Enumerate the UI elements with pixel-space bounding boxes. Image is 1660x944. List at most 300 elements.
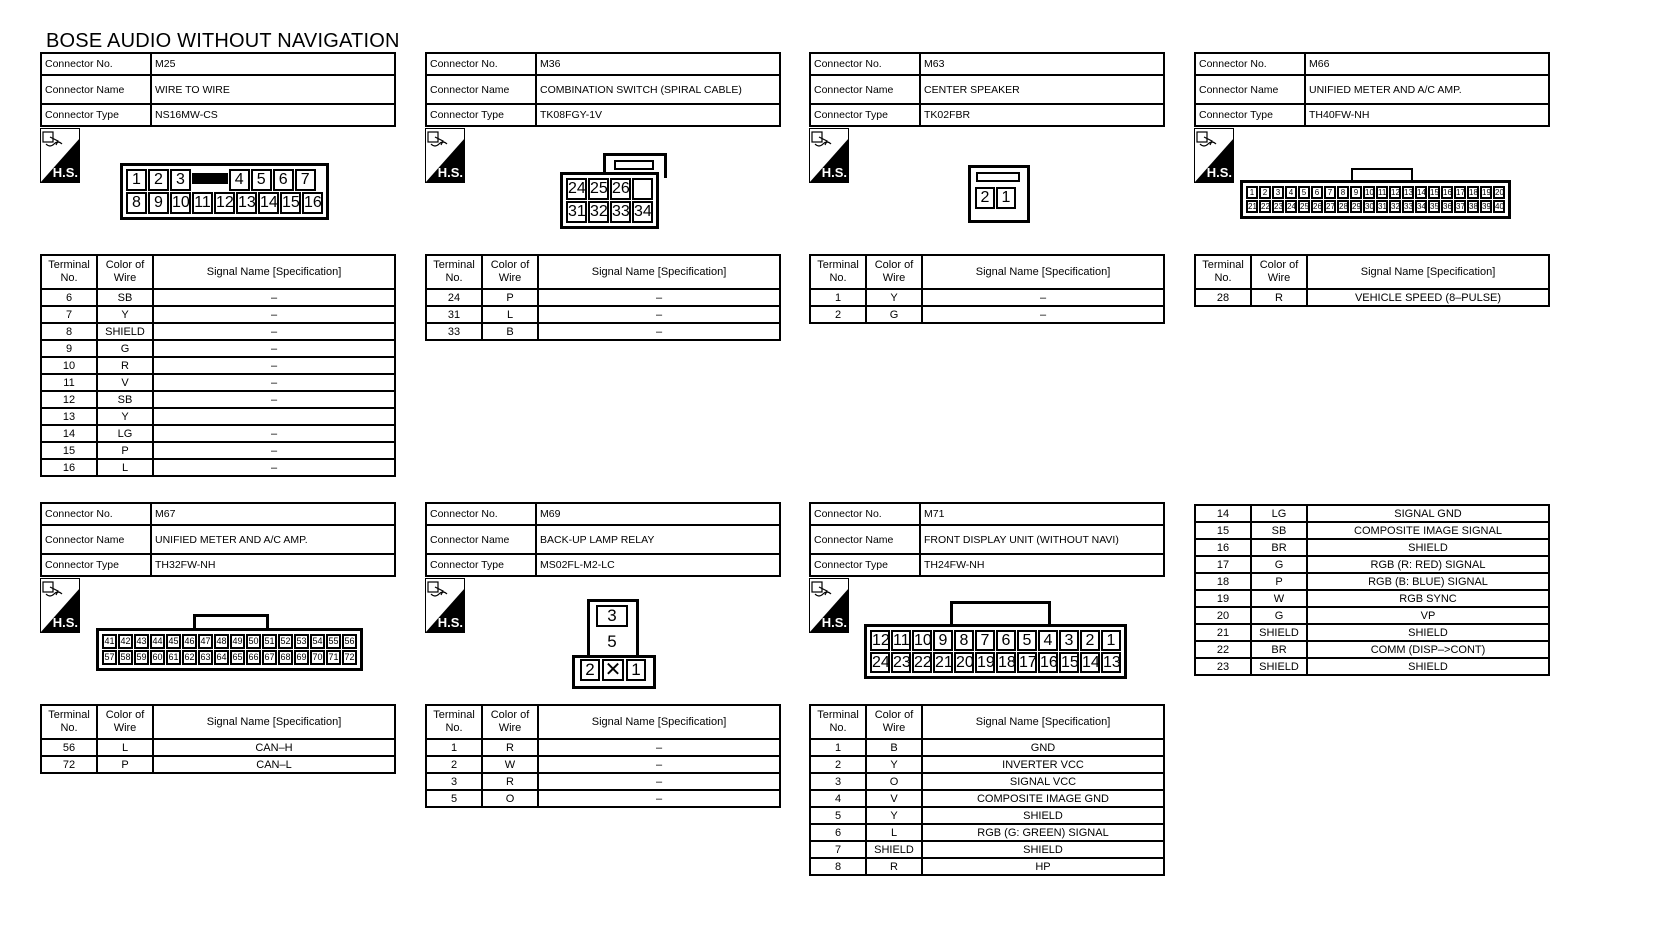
connector-type-label: Connector Type bbox=[1195, 104, 1305, 126]
terminal-no: 4 bbox=[810, 790, 866, 807]
signal-name: – bbox=[153, 357, 395, 374]
connector-type-value: TH32FW-NH bbox=[151, 554, 395, 576]
connector-pin: 57 bbox=[102, 650, 117, 665]
connector-pin: 1 bbox=[626, 659, 646, 681]
wire-color: P bbox=[482, 289, 538, 306]
table-row bbox=[810, 756, 1164, 773]
signal-name: COMPOSITE IMAGE SIGNAL bbox=[1307, 522, 1549, 539]
connector-no-value: M69 bbox=[536, 503, 780, 525]
wire-color: SHIELD bbox=[1251, 658, 1307, 675]
connector-pin: 9 bbox=[1350, 186, 1362, 199]
connector-header-table bbox=[1194, 52, 1550, 127]
terminal-no: 22 bbox=[1195, 641, 1251, 658]
connector-pin: 1 bbox=[1101, 630, 1121, 651]
connector-pin: 47 bbox=[198, 634, 213, 649]
connector-pin: 31 bbox=[566, 201, 587, 223]
connector-pin: 5 bbox=[1017, 630, 1037, 651]
table-row bbox=[810, 841, 1164, 858]
terminal-no: 56 bbox=[41, 739, 97, 756]
connector-pin: 8 bbox=[954, 630, 974, 651]
connector-no-value: M25 bbox=[151, 53, 395, 75]
connector-pin: 21 bbox=[935, 654, 953, 671]
connector-pin: 2 bbox=[1259, 186, 1271, 199]
connector-pin: 12 bbox=[214, 192, 235, 214]
terminal-no: 15 bbox=[1195, 522, 1251, 539]
connector-name-value: COMBINATION SWITCH (SPIRAL CABLE) bbox=[536, 75, 780, 104]
connector-pin: 2 bbox=[1080, 630, 1100, 651]
connector-type-label: Connector Type bbox=[41, 104, 151, 126]
table-row bbox=[1195, 607, 1549, 624]
terminal-no: 18 bbox=[1195, 573, 1251, 590]
wire-color: B bbox=[482, 323, 538, 340]
connector-face bbox=[120, 163, 329, 220]
signal-name: RGB (R: RED) SIGNAL bbox=[1307, 556, 1549, 573]
connector-pin: 10 bbox=[914, 632, 932, 649]
terminal-no: 1 bbox=[810, 739, 866, 756]
signal-name: – bbox=[153, 323, 395, 340]
signal-name: VP bbox=[1307, 607, 1549, 624]
table-row bbox=[41, 408, 395, 425]
terminal-no: 17 bbox=[1195, 556, 1251, 573]
signal-name-header: Signal Name [Specification] bbox=[538, 255, 780, 289]
harness-side-icon bbox=[809, 128, 849, 183]
connector-pin: 28 bbox=[1339, 202, 1348, 211]
connector-type-label: Connector Type bbox=[426, 104, 536, 126]
connector-pin: 53 bbox=[294, 634, 309, 649]
connector-face bbox=[864, 624, 1127, 679]
connector-pin: 4 bbox=[229, 169, 250, 191]
connector-pin: 34 bbox=[1417, 202, 1426, 211]
connector-pin bbox=[632, 178, 653, 200]
signal-name-header: Signal Name [Specification] bbox=[1307, 255, 1549, 289]
wire-color: R bbox=[482, 739, 538, 756]
blocked-pin-icon: ✕ bbox=[602, 659, 624, 681]
terminal-no: 6 bbox=[41, 289, 97, 306]
connector-pin: 19 bbox=[1482, 188, 1491, 197]
latch-slot bbox=[614, 160, 654, 170]
table-row bbox=[1195, 658, 1549, 675]
connector-type-value: TK08FGY-1V bbox=[536, 104, 780, 126]
connector-pin: 64 bbox=[214, 650, 229, 665]
table-row bbox=[41, 374, 395, 391]
terminal-no: 2 bbox=[426, 756, 482, 773]
terminal-no: 1 bbox=[810, 289, 866, 306]
terminal-no: 2 bbox=[810, 306, 866, 323]
wire-color-header: Color of Wire bbox=[1251, 255, 1307, 289]
connector-pin: 5 bbox=[1298, 186, 1310, 199]
page-title: BOSE AUDIO WITHOUT NAVIGATION bbox=[46, 30, 400, 52]
connector-face bbox=[975, 187, 1016, 209]
terminal-table bbox=[40, 254, 396, 477]
wire-color: L bbox=[482, 306, 538, 323]
terminal-no: 8 bbox=[810, 858, 866, 875]
connector-name-value: UNIFIED METER AND A/C AMP. bbox=[1305, 75, 1549, 104]
connector-pin: 49 bbox=[230, 634, 245, 649]
terminal-no: 7 bbox=[41, 306, 97, 323]
terminal-no-header: Terminal No. bbox=[810, 255, 866, 289]
connector-pin: 52 bbox=[278, 634, 293, 649]
connector-pin: 4 bbox=[1038, 630, 1058, 651]
table-row bbox=[810, 824, 1164, 841]
connector-no-label: Connector No. bbox=[41, 503, 151, 525]
signal-name: SHIELD bbox=[1307, 624, 1549, 641]
terminal-no: 5 bbox=[426, 790, 482, 807]
connector-name-label: Connector Name bbox=[426, 525, 536, 554]
signal-name-header: Signal Name [Specification] bbox=[153, 705, 395, 739]
terminal-table bbox=[1194, 254, 1550, 307]
wire-color: LG bbox=[97, 425, 153, 442]
signal-name: RGB (G: GREEN) SIGNAL bbox=[922, 824, 1164, 841]
connector-pin: 41 bbox=[102, 634, 117, 649]
wire-color: L bbox=[866, 824, 922, 841]
signal-name: CAN–L bbox=[153, 756, 395, 773]
harness-side-icon bbox=[425, 578, 465, 633]
terminal-table bbox=[809, 704, 1165, 876]
connector-name-label: Connector Name bbox=[810, 525, 920, 554]
wire-color: O bbox=[866, 773, 922, 790]
connector-face bbox=[560, 172, 659, 229]
connector-pin: 19 bbox=[977, 654, 995, 671]
connector-pin: 15 bbox=[280, 192, 301, 214]
connector-name-label: Connector Name bbox=[810, 75, 920, 104]
connector-pin: 9 bbox=[933, 630, 953, 651]
signal-name: – bbox=[153, 289, 395, 306]
harness-side-label: H.S. bbox=[821, 165, 847, 180]
connector-header-table bbox=[425, 502, 781, 577]
connector-pin: 16 bbox=[1040, 654, 1058, 671]
table-row bbox=[1195, 505, 1549, 522]
signal-name: SHIELD bbox=[1307, 658, 1549, 675]
terminal-no: 11 bbox=[41, 374, 97, 391]
table-row bbox=[41, 442, 395, 459]
connector-pin: 72 bbox=[342, 650, 357, 665]
connector-type-value: MS02FL-M2-LC bbox=[536, 554, 780, 576]
connector-name-value: UNIFIED METER AND A/C AMP. bbox=[151, 525, 395, 554]
wire-color: G bbox=[1251, 607, 1307, 624]
connector-pin: 3 bbox=[596, 605, 628, 627]
connector-pin: 18 bbox=[998, 654, 1016, 671]
connector-pin: 44 bbox=[150, 634, 165, 649]
signal-name: GND bbox=[922, 739, 1164, 756]
wire-color: BR bbox=[1251, 539, 1307, 556]
table-row bbox=[41, 323, 395, 340]
signal-name: CAN–H bbox=[153, 739, 395, 756]
connector-pin: 7 bbox=[1324, 186, 1336, 199]
connector-pin: 38 bbox=[1469, 202, 1478, 211]
connector-pin: 12 bbox=[1391, 188, 1400, 197]
wire-color-header: Color of Wire bbox=[866, 705, 922, 739]
wire-color: V bbox=[866, 790, 922, 807]
connector-pin: 55 bbox=[326, 634, 341, 649]
connector-name-value: WIRE TO WIRE bbox=[151, 75, 395, 104]
table-row bbox=[426, 323, 780, 340]
wire-color: R bbox=[1251, 289, 1307, 306]
wire-color: P bbox=[1251, 573, 1307, 590]
connector-pin: 8 bbox=[1337, 186, 1349, 199]
table-row bbox=[41, 357, 395, 374]
connector-type-label: Connector Type bbox=[41, 554, 151, 576]
terminal-no: 6 bbox=[810, 824, 866, 841]
terminal-no: 19 bbox=[1195, 590, 1251, 607]
connector-pin: 22 bbox=[914, 654, 932, 671]
connector-type-label: Connector Type bbox=[810, 554, 920, 576]
signal-name: – bbox=[922, 306, 1164, 323]
connector-no-label: Connector No. bbox=[810, 53, 920, 75]
table-row bbox=[426, 790, 780, 807]
harness-side-label: H.S. bbox=[1206, 165, 1232, 180]
connector-pin: 35 bbox=[1430, 202, 1439, 211]
connector-no-value: M67 bbox=[151, 503, 395, 525]
terminal-no: 23 bbox=[1195, 658, 1251, 675]
signal-name: – bbox=[153, 374, 395, 391]
signal-name-header: Signal Name [Specification] bbox=[922, 255, 1164, 289]
harness-side-icon bbox=[1194, 128, 1234, 183]
wire-color: R bbox=[482, 773, 538, 790]
connector-header-table bbox=[40, 52, 396, 127]
table-row bbox=[810, 289, 1164, 306]
connector-pin: 10 bbox=[1365, 188, 1374, 197]
wire-color: SHIELD bbox=[97, 323, 153, 340]
signal-name: – bbox=[538, 323, 780, 340]
wire-color-header: Color of Wire bbox=[97, 705, 153, 739]
signal-name bbox=[153, 408, 395, 425]
wire-color: SB bbox=[97, 289, 153, 306]
harness-side-label: H.S. bbox=[821, 615, 847, 630]
terminal-no: 9 bbox=[41, 340, 97, 357]
connector-type-value: TH40FW-NH bbox=[1305, 104, 1549, 126]
connector-pin: 58 bbox=[118, 650, 133, 665]
connector-pin: 5 bbox=[251, 169, 272, 191]
wire-color: BR bbox=[1251, 641, 1307, 658]
terminal-no: 14 bbox=[1195, 505, 1251, 522]
connector-pin: 32 bbox=[588, 201, 609, 223]
wire-color: G bbox=[97, 340, 153, 357]
connector-pin: 2 bbox=[580, 659, 600, 681]
connector-type-value: TH24FW-NH bbox=[920, 554, 1164, 576]
table-row bbox=[810, 807, 1164, 824]
connector-name-value: FRONT DISPLAY UNIT (WITHOUT NAVI) bbox=[920, 525, 1164, 554]
signal-name: – bbox=[153, 425, 395, 442]
connector-no-value: M66 bbox=[1305, 53, 1549, 75]
signal-name: – bbox=[538, 289, 780, 306]
connector-name-value: CENTER SPEAKER bbox=[920, 75, 1164, 104]
connector-name-label: Connector Name bbox=[41, 75, 151, 104]
connector-pin: 15 bbox=[1061, 654, 1079, 671]
connector-pin: 26 bbox=[610, 178, 631, 200]
connector-no-label: Connector No. bbox=[426, 53, 536, 75]
wire-color: O bbox=[482, 790, 538, 807]
connector-pin: 13 bbox=[1404, 188, 1413, 197]
harness-side-label: H.S. bbox=[52, 165, 78, 180]
connector-pin: 1 bbox=[126, 169, 147, 191]
terminal-no: 33 bbox=[426, 323, 482, 340]
connector-type-value: NS16MW-CS bbox=[151, 104, 395, 126]
wire-color: R bbox=[97, 357, 153, 374]
wire-color: Y bbox=[97, 306, 153, 323]
wire-color: SB bbox=[1251, 522, 1307, 539]
connector-pin: 11 bbox=[192, 192, 213, 214]
table-row bbox=[41, 756, 395, 773]
signal-name: SHIELD bbox=[1307, 539, 1549, 556]
connector-pin: 48 bbox=[214, 634, 229, 649]
signal-name: – bbox=[922, 289, 1164, 306]
connector-no-label: Connector No. bbox=[426, 503, 536, 525]
table-row bbox=[810, 739, 1164, 756]
connector-pin: 14 bbox=[1082, 654, 1100, 671]
connector-pin: 13 bbox=[236, 192, 257, 214]
connector-pin: 17 bbox=[1019, 654, 1037, 671]
wire-color: W bbox=[482, 756, 538, 773]
terminal-no: 13 bbox=[41, 408, 97, 425]
wire-color-header: Color of Wire bbox=[482, 705, 538, 739]
wire-color: Y bbox=[97, 408, 153, 425]
connector-header-table bbox=[809, 502, 1165, 577]
terminal-no: 31 bbox=[426, 306, 482, 323]
terminal-no-header: Terminal No. bbox=[426, 705, 482, 739]
wire-color: B bbox=[866, 739, 922, 756]
wire-color-header: Color of Wire bbox=[97, 255, 153, 289]
wire-color: G bbox=[1251, 556, 1307, 573]
connector-pin: 39 bbox=[1482, 202, 1491, 211]
table-row bbox=[426, 739, 780, 756]
connector-pin: 26 bbox=[1313, 202, 1322, 211]
terminal-no-header: Terminal No. bbox=[41, 705, 97, 739]
table-row bbox=[810, 858, 1164, 875]
terminal-table bbox=[1194, 504, 1550, 676]
connector-pin: 66 bbox=[246, 650, 261, 665]
connector-pin: 51 bbox=[262, 634, 277, 649]
table-row bbox=[810, 790, 1164, 807]
connector-pin: 24 bbox=[1287, 202, 1296, 211]
terminal-no: 14 bbox=[41, 425, 97, 442]
signal-name: – bbox=[153, 442, 395, 459]
connector-pin: 34 bbox=[632, 201, 653, 223]
connector-no-value: M71 bbox=[920, 503, 1164, 525]
wire-color: P bbox=[97, 756, 153, 773]
signal-name: VEHICLE SPEED (8–PULSE) bbox=[1307, 289, 1549, 306]
signal-name: SHIELD bbox=[922, 807, 1164, 824]
signal-name: SIGNAL GND bbox=[1307, 505, 1549, 522]
signal-name: – bbox=[153, 391, 395, 408]
connector-pin: 8 bbox=[126, 192, 147, 214]
wire-color: L bbox=[97, 459, 153, 476]
terminal-table bbox=[40, 704, 396, 774]
table-row bbox=[426, 773, 780, 790]
harness-side-icon bbox=[40, 128, 80, 183]
connector-pin: 32 bbox=[1391, 202, 1400, 211]
connector-pin: 21 bbox=[1248, 202, 1257, 211]
connector-pin: 25 bbox=[588, 178, 609, 200]
signal-name-header: Signal Name [Specification] bbox=[538, 705, 780, 739]
terminal-no: 3 bbox=[426, 773, 482, 790]
connector-pin: 6 bbox=[996, 630, 1016, 651]
terminal-no: 16 bbox=[1195, 539, 1251, 556]
connector-pin: 2 bbox=[148, 169, 169, 191]
table-row bbox=[41, 306, 395, 323]
table-row bbox=[1195, 641, 1549, 658]
terminal-table bbox=[425, 704, 781, 808]
table-row bbox=[1195, 289, 1549, 306]
connector-pin: 62 bbox=[182, 650, 197, 665]
connector-pin: 2 bbox=[975, 187, 995, 209]
wire-color: SHIELD bbox=[866, 841, 922, 858]
connector-name-label: Connector Name bbox=[1195, 75, 1305, 104]
connector-pin: 33 bbox=[1404, 202, 1413, 211]
connector-pin: 29 bbox=[1352, 202, 1361, 211]
connector-pin: 24 bbox=[566, 178, 587, 200]
connector-no-value: M63 bbox=[920, 53, 1164, 75]
signal-name: RGB (B: BLUE) SIGNAL bbox=[1307, 573, 1549, 590]
table-row bbox=[1195, 539, 1549, 556]
connector-name-label: Connector Name bbox=[426, 75, 536, 104]
connector-name-value: BACK-UP LAMP RELAY bbox=[536, 525, 780, 554]
connector-header-table bbox=[425, 52, 781, 127]
terminal-no: 1 bbox=[426, 739, 482, 756]
connector-pin: 31 bbox=[1378, 202, 1387, 211]
connector-pin: 65 bbox=[230, 650, 245, 665]
table-row bbox=[41, 459, 395, 476]
signal-name: HP bbox=[922, 858, 1164, 875]
connector-pin: 61 bbox=[166, 650, 181, 665]
signal-name: SIGNAL VCC bbox=[922, 773, 1164, 790]
signal-name-header: Signal Name [Specification] bbox=[922, 705, 1164, 739]
terminal-no: 10 bbox=[41, 357, 97, 374]
connector-no-label: Connector No. bbox=[810, 503, 920, 525]
connector-pin: 1 bbox=[1246, 186, 1258, 199]
terminal-no: 5 bbox=[810, 807, 866, 824]
signal-name: – bbox=[538, 739, 780, 756]
wire-color: R bbox=[866, 858, 922, 875]
table-row bbox=[810, 773, 1164, 790]
connector-pin: 71 bbox=[326, 650, 341, 665]
connector-type-label: Connector Type bbox=[426, 554, 536, 576]
table-row bbox=[426, 756, 780, 773]
table-row bbox=[426, 289, 780, 306]
wire-color: SB bbox=[97, 391, 153, 408]
connector-pin: 59 bbox=[134, 650, 149, 665]
connector-pin: 63 bbox=[198, 650, 213, 665]
signal-name-header: Signal Name [Specification] bbox=[153, 255, 395, 289]
connector-pin: 7 bbox=[975, 630, 995, 651]
table-row bbox=[41, 289, 395, 306]
connector-pin: 60 bbox=[150, 650, 165, 665]
connector-pin: 4 bbox=[1285, 186, 1297, 199]
terminal-no: 28 bbox=[1195, 289, 1251, 306]
connector-pin: 16 bbox=[302, 192, 323, 214]
connector-pin: 23 bbox=[893, 654, 911, 671]
terminal-no: 3 bbox=[810, 773, 866, 790]
table-row bbox=[1195, 556, 1549, 573]
connector-type-label: Connector Type bbox=[810, 104, 920, 126]
connector-pin: 3 bbox=[1272, 186, 1284, 199]
table-row bbox=[1195, 590, 1549, 607]
harness-side-label: H.S. bbox=[437, 165, 463, 180]
terminal-no: 24 bbox=[426, 289, 482, 306]
connector-pin: 50 bbox=[246, 634, 261, 649]
wire-color: W bbox=[1251, 590, 1307, 607]
terminal-table bbox=[809, 254, 1165, 324]
harness-side-icon bbox=[425, 128, 465, 183]
connector-pin: 43 bbox=[134, 634, 149, 649]
connector-pin: 12 bbox=[872, 632, 890, 649]
terminal-no: 8 bbox=[41, 323, 97, 340]
connector-pin: 15 bbox=[1430, 188, 1439, 197]
connector-no-label: Connector No. bbox=[41, 53, 151, 75]
connector-pin: 18 bbox=[1469, 188, 1478, 197]
connector-pin: 45 bbox=[166, 634, 181, 649]
table-row bbox=[1195, 573, 1549, 590]
signal-name: – bbox=[153, 340, 395, 357]
